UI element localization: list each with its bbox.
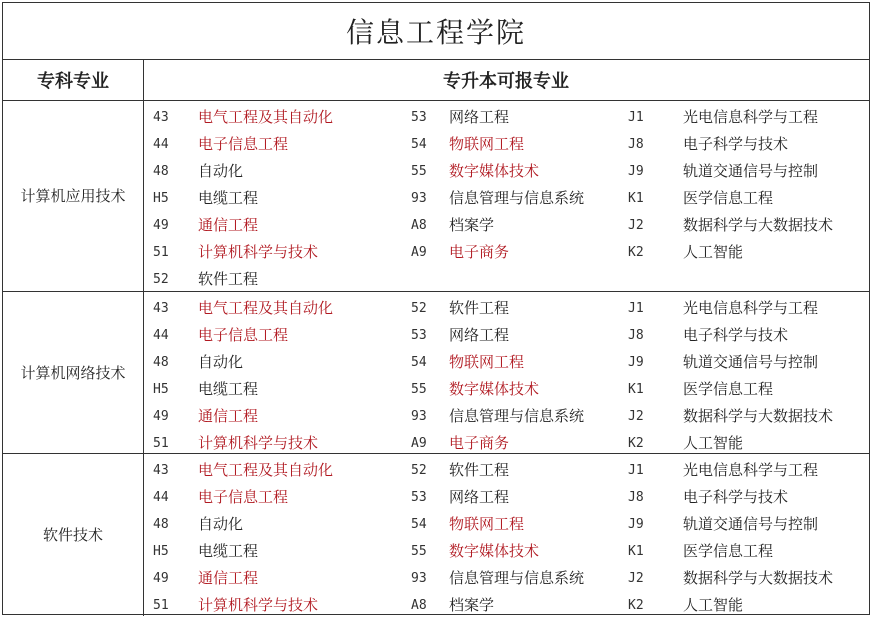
major-name: 数字媒体技术 [449,162,540,180]
major-name: 通信工程 [198,216,259,234]
major-code: 49 [153,218,169,233]
major-code: 53 [411,110,427,125]
major-code: 55 [411,164,427,179]
section-row [3,100,869,292]
major-name: 电子科学与技术 [683,135,789,153]
major-code: 55 [411,382,427,397]
page-title: 信息工程学院 [3,3,869,60]
major-code: H5 [153,544,169,559]
major-code: 52 [411,301,427,316]
major-name: 轨道交通信号与控制 [683,353,819,371]
major-code: 44 [153,490,169,505]
major-name: 光电信息科学与工程 [683,108,819,126]
header-vocational-major: 专科专业 [3,59,144,101]
major-name: 软件工程 [198,270,259,288]
major-name: 物联网工程 [449,353,525,371]
major-name: 数据科学与大数据技术 [683,407,834,425]
major-name: 档案学 [449,216,495,234]
major-code: J9 [628,164,644,179]
vocational-major-name: 计算机应用技术 [3,100,144,291]
major-name: 电子信息工程 [198,326,289,344]
major-code: 93 [411,571,427,586]
major-code: K1 [628,544,644,559]
major-name: 医学信息工程 [683,542,774,560]
major-code: 93 [411,409,427,424]
major-code: 44 [153,328,169,343]
major-name: 计算机科学与技术 [198,596,319,614]
major-code: A8 [411,218,427,233]
major-name: 信息管理与信息系统 [449,407,585,425]
major-code: J1 [628,463,644,478]
major-code: J1 [628,301,644,316]
major-name: 数字媒体技术 [449,542,540,560]
major-name: 电气工程及其自动化 [198,108,334,126]
major-name: 电子科学与技术 [683,326,789,344]
header-eligible-majors: 专升本可报专业 [143,59,869,101]
major-code: 53 [411,328,427,343]
major-name: 光电信息科学与工程 [683,299,819,317]
major-name: 电气工程及其自动化 [198,461,334,479]
major-code: J8 [628,137,644,152]
major-name: 通信工程 [198,569,259,587]
major-code: J2 [628,571,644,586]
major-name: 电缆工程 [198,189,259,207]
major-name: 医学信息工程 [683,189,774,207]
major-name: 物联网工程 [449,135,525,153]
major-name: 软件工程 [449,299,510,317]
major-name: 软件工程 [449,461,510,479]
major-name: 电子信息工程 [198,135,289,153]
major-name: 档案学 [449,596,495,614]
major-code: 52 [411,463,427,478]
major-name: 网络工程 [449,488,510,506]
major-code: J2 [628,409,644,424]
major-code: J9 [628,355,644,370]
major-code: K1 [628,382,644,397]
major-name: 人工智能 [683,596,744,614]
major-code: K1 [628,191,644,206]
major-code: A9 [411,245,427,260]
major-code: 55 [411,544,427,559]
major-name: 电子商务 [449,434,510,452]
major-name: 光电信息科学与工程 [683,461,819,479]
major-code: A9 [411,436,427,451]
major-name: 轨道交通信号与控制 [683,515,819,533]
major-name: 电子科学与技术 [683,488,789,506]
major-code: 93 [411,191,427,206]
major-name: 数据科学与大数据技术 [683,216,834,234]
major-code: 48 [153,164,169,179]
major-name: 信息管理与信息系统 [449,569,585,587]
vocational-major-name: 计算机网络技术 [3,291,144,453]
major-name: 电子商务 [449,243,510,261]
major-code: 53 [411,490,427,505]
major-code: K2 [628,598,644,613]
major-code: 48 [153,355,169,370]
major-name: 人工智能 [683,243,744,261]
major-name: 信息管理与信息系统 [449,189,585,207]
major-code: J9 [628,517,644,532]
major-name: 自动化 [198,353,244,371]
major-name: 数字媒体技术 [449,380,540,398]
vocational-major-name: 软件技术 [3,453,144,616]
major-code: 43 [153,110,169,125]
major-code: 54 [411,355,427,370]
major-code: J2 [628,218,644,233]
major-name: 电缆工程 [198,380,259,398]
major-code: J8 [628,490,644,505]
major-code: 49 [153,571,169,586]
major-code: 44 [153,137,169,152]
major-name: 网络工程 [449,326,510,344]
major-name: 计算机科学与技术 [198,243,319,261]
major-name: 电缆工程 [198,542,259,560]
major-name: 计算机科学与技术 [198,434,319,452]
major-code: 54 [411,137,427,152]
major-name: 电气工程及其自动化 [198,299,334,317]
major-code: 43 [153,463,169,478]
major-code: H5 [153,382,169,397]
major-code: 48 [153,517,169,532]
major-code: J8 [628,328,644,343]
majors-table [2,2,870,615]
major-code: H5 [153,191,169,206]
major-code: K2 [628,436,644,451]
major-name: 自动化 [198,162,244,180]
major-code: 51 [153,245,169,260]
major-name: 轨道交通信号与控制 [683,162,819,180]
major-name: 电子信息工程 [198,488,289,506]
major-name: 医学信息工程 [683,380,774,398]
major-name: 自动化 [198,515,244,533]
major-code: 54 [411,517,427,532]
major-name: 网络工程 [449,108,510,126]
section-row [3,453,869,616]
major-code: K2 [628,245,644,260]
major-code: 49 [153,409,169,424]
section-row [3,291,869,454]
major-code: 52 [153,272,169,287]
major-name: 物联网工程 [449,515,525,533]
major-code: 51 [153,436,169,451]
major-name: 人工智能 [683,434,744,452]
major-code: J1 [628,110,644,125]
major-code: 43 [153,301,169,316]
major-code: A8 [411,598,427,613]
major-code: 51 [153,598,169,613]
major-name: 通信工程 [198,407,259,425]
major-name: 数据科学与大数据技术 [683,569,834,587]
